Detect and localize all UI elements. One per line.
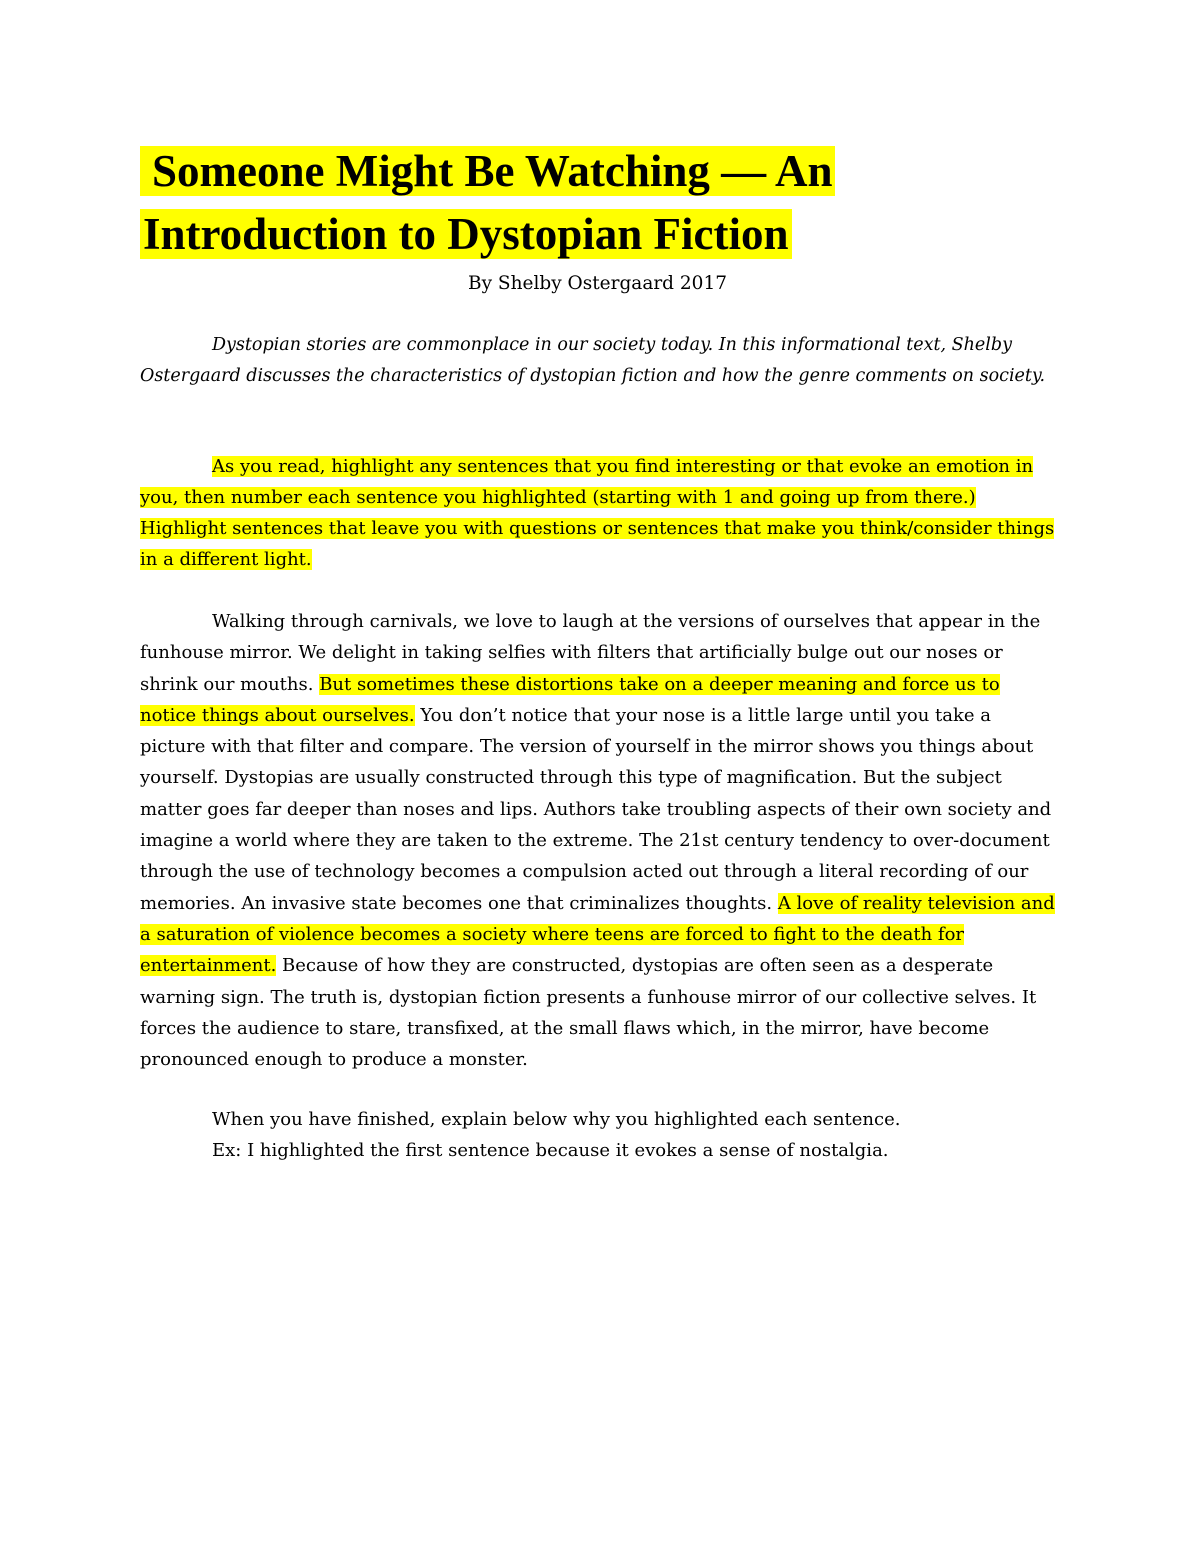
body-text-part-3: Because of how they are constructed, dystopias are often seen as a desperate warning sign. The truth is, dystopian fiction presents a funhouse mirror of our collective selves. It forces the audience to stare, transfixed, at the small flaws which, in the mirror, have become pronounced enough to produce a monster. bbox=[140, 955, 1037, 1071]
closing-line-1: When you have finished, explain below why you highlighted each sentence. bbox=[212, 1109, 901, 1130]
instructions-highlight: As you read, highlight any sentences that you find interesting or that evoke an emotion in you, then number each sentence you highlighted (starting with 1 and going up from there.) Highlight sentences that leave you with questions or sentences that make you think/consider things in a different light. bbox=[140, 456, 1055, 570]
byline: By Shelby Ostergaard 2017 bbox=[468, 273, 727, 294]
document-title bbox=[140, 140, 1080, 266]
title-line-2: Introduction to Dystopian Fiction bbox=[140, 209, 792, 259]
highlighted-sentence-2: A love of reality television and a saturation of violence becomes a society where teens are forced to fight to the death for entertainment. bbox=[140, 892, 1055, 977]
title-line-1: Someone Might Be Watching — An bbox=[140, 146, 835, 196]
closing-instructions bbox=[212, 1104, 1072, 1166]
intro-paragraph: Dystopian stories are commonplace in our society today. In this informational text, Shelby Ostergaard discusses the characteristics of dystopian fiction and how the genre comments on society. bbox=[140, 335, 1046, 386]
instructions-paragraph bbox=[140, 451, 1060, 575]
body-paragraph bbox=[140, 606, 1060, 1075]
body-text-part-1: Walking through carnivals, we love to laugh at the versions of ourselves that appear in the funhouse mirror. We delight in taking selfies with filters that artificially bulge out our noses or shrink our mouths. bbox=[140, 611, 1041, 695]
closing-line-2: Ex: I highlighted the first sentence because it evokes a sense of nostalgia. bbox=[212, 1140, 889, 1161]
highlighted-sentence-1: But sometimes these distortions take on a deeper meaning and force us to notice things about ourselves. bbox=[140, 673, 1000, 726]
body-text-part-2: You don’t notice that your nose is a little large until you take a picture with that filter and compare. The version of yourself in the mirror shows you things about yourself. Dystopias are usually constructed through this type of magnification. But the subject matter goes far deeper than noses and lips. Authors take troubling aspects of their own society and imagine a world where they are taken to the extreme. The 21st century tendency to over-document through the use of technology becomes a compulsion acted out through a literal recording of our memories. An invasive state becomes one that criminalizes thoughts. bbox=[140, 704, 1052, 914]
